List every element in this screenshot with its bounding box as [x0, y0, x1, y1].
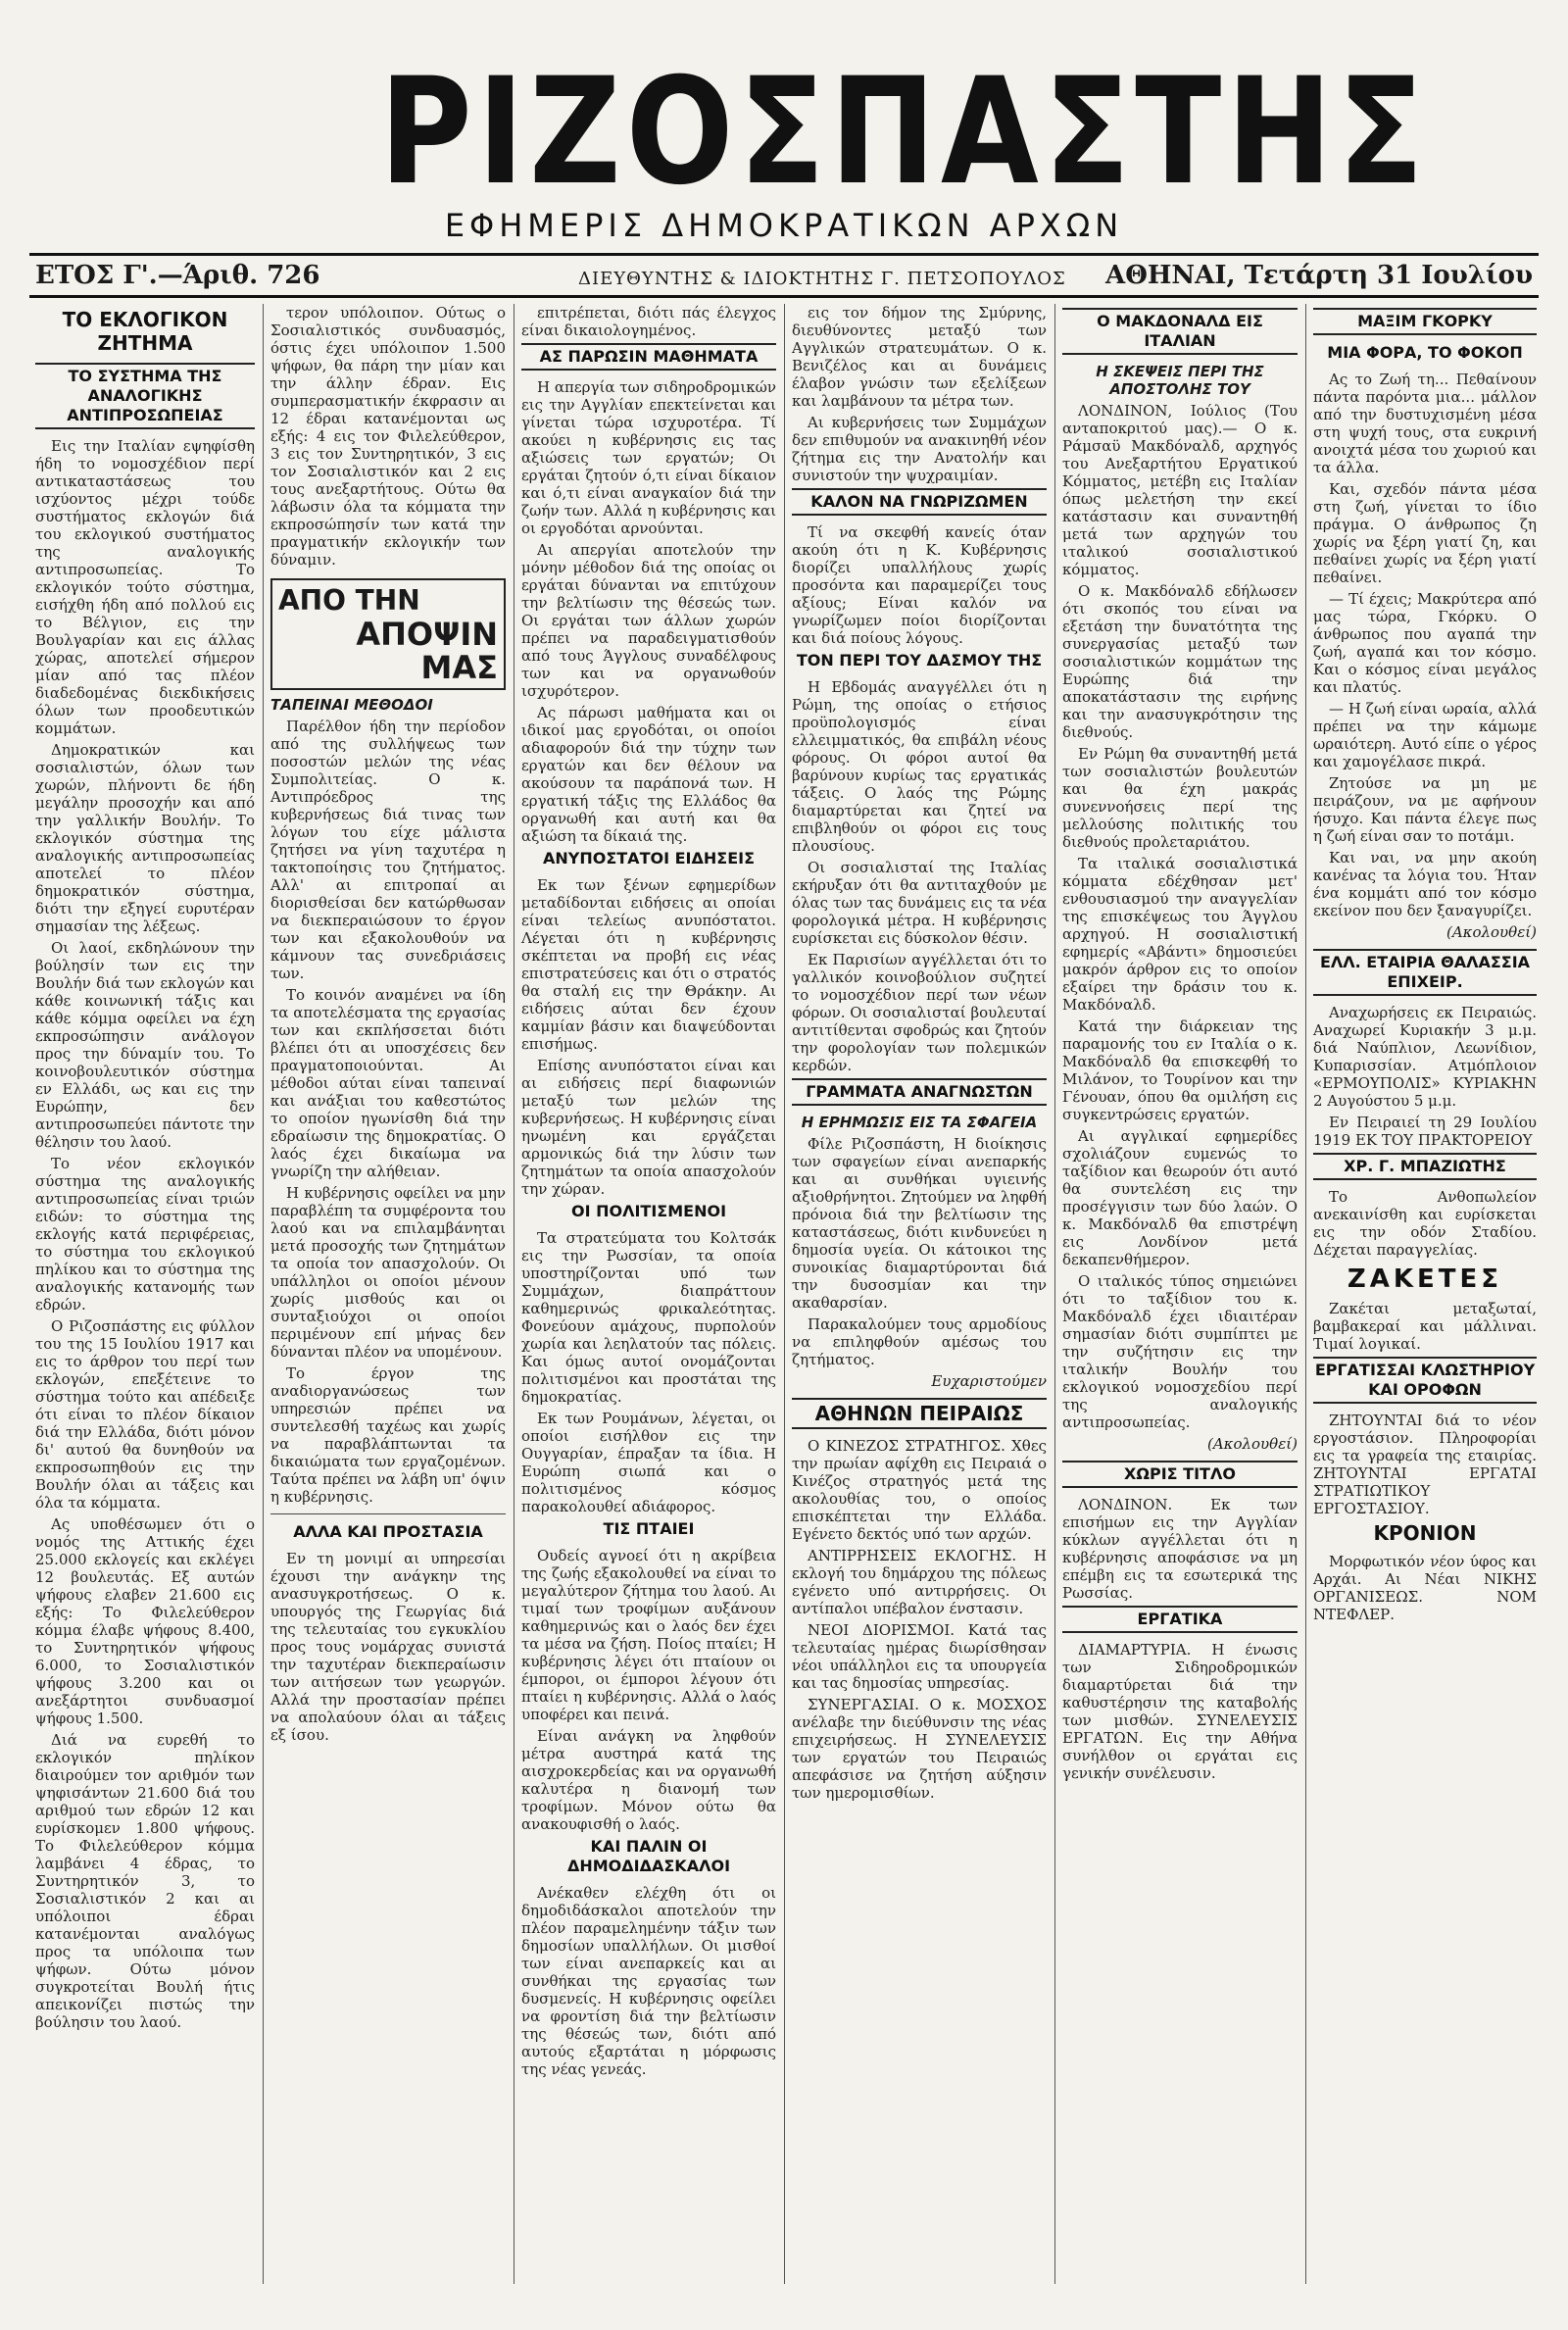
- paragraph: επιτρέπεται, διότι πάς έλεγχος είναι δικαιολογημένος.: [521, 304, 776, 339]
- advertisement-heading: ΚΡΟΝΙΟΝ: [1373, 1521, 1477, 1545]
- paragraph: Αι απεργίαι αποτελούν την μόνην μέθοδον διά της οποίας οι εργάται δύνανται να επιτύχουν την βελτίωσιν της θέσεώς των. Οι εργάται των άλλων χωρών πρέπει να παραδειγματισθούν από τους Άγγλους συναδέλφους των και να οργανωθούν ισχυρότερον.: [521, 541, 776, 700]
- masthead: [0, 39, 1568, 244]
- section-subheading: ΑΛΛΑ ΚΑΙ ΠΡΟΣΤΑΣΙΑ: [293, 1522, 483, 1541]
- advertisement-text: ΖΗΤΟΥΝΤΑΙ διά το νέον εργοστάσιον. Πληροφορίαι εις τα γραφεία της εταιρίας. ΖΗΤΟΥΝΤΑΙ ΕΡΓΑΤΑΙ ΣΤΡΑΤΙΩΤΙΚΟΥ ΕΡΓΟΣΤΑΣΙΟΥ.: [1313, 1412, 1537, 1517]
- column-6: [1307, 304, 1543, 2304]
- paragraph: Κατά την διάρκειαν της παραμονής του εν Ιταλία ο κ. Μακδόναλδ θα επισκεφθή το Μιλάνον, το Τουρίνον και την Γένουαν, όπου θα ομιλήση εις συγκεντρώσεις εργατών.: [1062, 1017, 1298, 1123]
- issue-date: ΑΘΗΝΑΙ, Τετάρτη 31 Ιουλίου: [1105, 261, 1533, 290]
- section-heading: ΜΑΞΙΜ ΓΚΟΡΚΥ: [1313, 308, 1537, 335]
- paragraph: ΑΝΤΙΡΡΗΣΕΙΣ ΕΚΛΟΓΗΣ. Η εκλογή του δημάρχου της πόλεως εγένετο υπό αντιρρήσεις. Οι αντίπαλοι υπέβαλον ένστασιν.: [792, 1547, 1047, 1617]
- editor-line: ΔΙΕΥΘΥΝΤΗΣ & ΙΔΙΟΚΤΗΤΗΣ Γ. ΠΕΤΣΟΠΟΥΛΟΣ: [578, 269, 1066, 289]
- editorial-box-line-2: ΑΠΟΨΙΝ ΜΑΣ: [356, 616, 498, 686]
- paragraph: Η κυβέρνησις οφείλει να μην παραβλέπη τα συμφέροντα του λαού και να επιλαμβάνηται μετά προσοχής των ζητημάτων τα οποία τον απασχολούν. Οι υπάλληλοι οι οποίοι μένουν χωρίς μισθούς και οι συνταξιούχοι οι οποίοι περιμένουν επί μήνας δεν δύνανται πλέον να υπομένουν.: [270, 1184, 506, 1361]
- paragraph: Ανέκαθεν ελέχθη ότι οι δημοδιδάσκαλοι αποτελούν την πλέον παραμελημένην τάξιν των δημοσίων υπαλλήλων. Οι μισθοί των είναι ανεπαρκείς και αι συνθήκαι της εργασίας των δυσμενείς. Η κυβέρνησις οφείλει να φροντίση διά την βελτίωσιν της θέσεώς των, διότι από αυτούς εξαρτάται η μόρφωσις της νέας γενεάς.: [521, 1884, 776, 2078]
- paragraph: Το νέον εκλογικόν σύστημα της αναλογικής αντιπροσωπείας είναι τριών ειδών: το σύστημα της εκλογής κατά περιφέρειας, το σύστημα του εκλογικού πηλίκου και το σύστημα της αναλογικής κατανομής των εδρών.: [35, 1155, 255, 1314]
- paragraph: Δημοκρατικών και σοσιαλιστών, όλων των χωρών, πλήνοντι δε ήδη μεγάλην προσοχήν και από την γαλλικήν Βουλήν. Το εκλογικόν σύστημα της αναλογικής αντιπροσωπείας αποτελεί το πλέον δημοκρατικόν σύστημα, διότι την εξηγεί ευρυτέραν σημασίαν της λέξεως.: [35, 741, 255, 935]
- advertisement-text: Ζακέται μεταξωταί, βαμβακεραί και μάλλιναι. Τιμαί λογικαί.: [1313, 1300, 1537, 1353]
- paragraph: Παρακαλούμεν τους αρμοδίους να επιληφθούν αμέσως του ζητήματος.: [792, 1315, 1047, 1368]
- paragraph: Οι λαοί, εκδηλώνουν την βούλησίν των εις την Βουλήν διά των εκλογών και κάθε κοινωνική τάξις και κάθε κόμμα οφείλει να έχη εκπροσώπησιν ανάλογον προς την δύναμίν του. Το κοινοβουλευτικόν σύστημα εν Ελλάδι, ως και εις την Ευρώπην, δεν αντιπροσωπεύει πάντοτε την θέλησιν του λαού.: [35, 939, 255, 1151]
- paragraph: Εν τη μονιμί αι υπηρεσίαι έχουσι την ανάγκην της ανασυγκροτήσεως. Ο κ. υπουργός της Γεωργίας διά της τελευταίας του εγκυκλίου προς τους νομάρχας συνιστά την ταχυτέραν διεκπεραίωσιν των αιτήσεων των γεωργών. Αλλά την προστασίαν πρέπει να απολαύουν όλαι αι τάξεις εξ ίσου.: [270, 1550, 506, 1744]
- paragraph: Εκ Παρισίων αγγέλλεται ότι το γαλλικόν κοινοβούλιον συζητεί το νομοσχέδιον περί των νέων φόρων. Οι σοσιαλισταί βουλευταί αντιτίθενται σφοδρώς και ζητούν την φορολογίαν των πολεμικών κερδών.: [792, 951, 1047, 1074]
- paragraph: Εκ των Ρουμάνων, λέγεται, οι οποίοι εισήλθον εις την Ουγγαρίαν, έπραξαν τα ίδια. Η Ευρώπη σιωπά και ο πολιτισμένος κόσμος παρακολουθεί αδιάφορος.: [521, 1410, 776, 1515]
- paragraph: Ουδείς αγνοεί ότι η ακρίβεια της ζωής εξακολουθεί να είναι το μεγαλύτερον ζήτημα του λαού. Αι τιμαί των τροφίμων αυξάνουν καθημερινώς και ο λαός δεν έχει τα μέσα να ζήση. Ποίος πταίει; Η κυβέρνησις λέγει ότι πταίουν οι έμποροι, οι έμποροι λέγουν ότι πταίει η κυβέρνησις. Αλλά ο λαός υποφέρει και πεινά.: [521, 1547, 776, 1723]
- paragraph: Και, σχεδόν πάντα μέσα στη ζωή, γίνεται το ίδιο πράγμα. Ο άνθρωπος ζη χωρίς να ξέρη γιατί ζη, και πεθαίνει χωρίς να ξέρη γιατί πεθαίνει.: [1313, 480, 1537, 586]
- section-subheading: ΤΑΠΕΙΝΑΙ ΜΕΘΟΔΟΙ: [270, 696, 433, 714]
- paragraph: — Τί έχεις; Μακρύτερα από μας τώρα, Γκόρκυ. Ο άνθρωπος που αγαπά την ζωή, αγαπά και τον κόσμο. Και ο κόσμος είναι μεγάλος και πλατύς.: [1313, 590, 1537, 696]
- advertisement-text: Μορφωτικόν νέον ύφος και Αρχάι. Αι Νέαι ΝΙΚΗΣ ΟΡΓΑΝΙΣΕΩΣ. ΝΟΜ ΝΤΕΦΛΕΡ.: [1313, 1553, 1537, 1623]
- paragraph: Τί να σκεφθή κανείς όταν ακούη ότι η Κ. Κυβέρνησις διορίζει υπαλλήλους χωρίς προσόντα και παραμερίζει τους αξίους; Είναι καλόν να γνωρίζωμεν ποίοι διορίζονται και διά ποίους λόγους.: [792, 523, 1047, 647]
- paragraph: Οι σοσιαλισταί της Ιταλίας εκήρυξαν ότι θα αντιταχθούν με όλας των τας δυνάμεις εις τα νέα φορολογικά μέτρα. Η κυβέρνησις ευρίσκεται εις δύσκολον θέσιν.: [792, 859, 1047, 947]
- paragraph: Τα ιταλικά σοσιαλιστικά κόμματα εδέχθησαν μετ' ενθουσιασμού την αναγγελίαν της επισκέψεως του Άγγλου αρχηγού. Η σοσιαλιστική εφημερίς «Αβάντι» δημοσιεύει μακρόν άρθρον εις το οποίον εξαίρει την δράσιν του κ. Μακδόναλδ.: [1062, 855, 1298, 1014]
- paragraph: Ο ιταλικός τύπος σημειώνει ότι το ταξίδιον του κ. Μακδόναλδ έχει ιδιαιτέραν σημασίαν διότι συμπίπτει με την συζήτησιν εις την ιταλικήν Βουλήν του εκλογικού νομοσχεδίου περί της αναλογικής αντιπροσωπείας.: [1062, 1272, 1298, 1431]
- paragraph: Ο Ριζοσπάστης εις φύλλον του της 15 Ιουλίου 1917 και εις το άρθρον του περί των εκλογών, επεξέτεινε το σύστημα τούτο και απέδειξε ότι είναι το πλέον δίκαιον διά την Ελλάδα, διότι μόνον δι' αυτού θα δυνηθούν να εκπροσωπηθούν εις την Βουλήν όλαι αι τάξεις και όλα τα κόμματα.: [35, 1317, 255, 1512]
- advertisement-heading: ΧΡ. Γ. ΜΠΑΖΙΩΤΗΣ: [1313, 1153, 1537, 1180]
- column-rule: [1305, 304, 1306, 2284]
- section-heading: Ο ΜΑΚΔΟΝΑΛΔ ΕΙΣ ΙΤΑΛΙΑΝ: [1062, 308, 1298, 355]
- advertisement-heading: ΕΛΛ. ΕΤΑΙΡΙΑ ΘΑΛΑΣΣΙΑ ΕΠΙΧΕΙΡ.: [1313, 949, 1537, 996]
- section-heading: ΓΡΑΜΜΑΤΑ ΑΝΑΓΝΩΣΤΩΝ: [792, 1078, 1047, 1106]
- column-rule: [784, 304, 785, 2284]
- paragraph: ΔΙΑΜΑΡΤΥΡΙΑ. Η ένωσις των Σιδηροδρομικών διαμαρτύρεται διά την καθυστέρησιν της καταβολής των μισθών. ΣΥΝΕΛΕΥΣΙΣ ΕΡΓΑΤΩΝ. Εις την Αθήνα συνήλθον οι εργάται εις γενικήν συνέλευσιν.: [1062, 1641, 1298, 1782]
- paragraph: ΛΟΝΔΙΝΟΝ, Ιούλιος (Του ανταποκριτού μας).— Ο κ. Ράμσαϋ Μακδόναλδ, αρχηγός του Ανεξαρτήτου Εργατικού Κόμματος, μετέβη εις Ιταλίαν όπως μελετήση την εκεί κατάστασιν και συναντηθή μετά των αρχηγών του ιταλικού σοσιαλιστικού κόμματος.: [1062, 402, 1298, 578]
- section-heading: ΟΙ ΠΟΛΙΤΙΣΜΕΝΟΙ: [570, 1202, 727, 1220]
- advertisement-text: Αναχωρήσεις εκ Πειραιώς. Αναχωρεί Κυριακήν 3 μ.μ. διά Ναύπλιον, Λεωνίδιον, Κυπαρισσίαν. Ατμόπλοιον «ΕΡΜΟΥΠΟΛΙΣ» ΚΥΡΙΑΚΗΝ 2 Αυγούστου 5 μ.μ.: [1313, 1004, 1537, 1110]
- section-heading: ΤΙΣ ΠΤΑΙΕΙ: [603, 1519, 695, 1538]
- paragraph: Διά να ευρεθή το εκλογικόν πηλίκον διαιρούμεν τον αριθμόν των ψηφισάντων 21.600 διά του αριθμού των εδρών 12 και ευρίσκομεν 1.800 ψήφους. Το Φιλελεύθερον κόμμα λαμβάνει 4 έδρας, το Συντηρητικόν 3, το Σοσιαλιστικόν 2 και αι υπόλοιποι έδραι κατανέμονται αναλόγως προς τα υπόλοιπα των ψήφων. Ούτω μόνον συγκροτείται Βουλή ήτις απεικονίζει πιστώς την βούλησιν του λαού.: [35, 1731, 255, 2031]
- dateline: [29, 253, 1539, 298]
- paragraph: Ας πάρωσι μαθήματα και οι ιδικοί μας εργοδόται, οι οποίοι αδιαφορούν διά την τύχην των εργατών και δεν θέλουν να ακούσουν τα παράπονά των. Η εργατική τάξις της Ελλάδος θα οργανωθή και αυτή και θα αξιώση τα δίκαιά της.: [521, 704, 776, 845]
- paragraph: Ας το Ζωή τη... Πεθαίνουν πάντα παρόντα μια... μάλλον από την δυστυχισμένη μέσα στη ψυχή τους, στα ευκρινή ανοιχτά μέσα του χωριού και τα άλλα.: [1313, 371, 1537, 476]
- paragraph: Η Εβδομάς αναγγέλλει ότι η Ρώμη, της οποίας ο ετήσιος προϋπολογισμός είναι ελλειμματικός, θα επιβάλη νέους φόρους. Οι φόροι αυτοί θα βαρύνουν κυρίως τας εργατικάς τάξεις. Ο λαός της Ρώμης διαμαρτύρεται και ζητεί να επιβληθούν οι φόροι εις τους πλουσίους.: [792, 678, 1047, 855]
- advertisement-text: Το Ανθοπωλείον ανεκαινίσθη και ευρίσκεται εις την οδόν Σταδίου. Δέχεται παραγγελίας.: [1313, 1188, 1537, 1259]
- section-heading: ΧΩΡΙΣ ΤΙΤΛΟ: [1062, 1461, 1298, 1488]
- section-subheading: Η ΣΚΕΨΕΙΣ ΠΕΡΙ ΤΗΣ ΑΠΟΣΤΟΛΗΣ ΤΟΥ: [1096, 363, 1264, 398]
- issue-number: ΕΤΟΣ Γ'.—Άριθ. 726: [35, 261, 320, 290]
- section-heading: ΚΑΛΟΝ ΝΑ ΓΝΩΡΙΖΩΜΕΝ: [792, 488, 1047, 516]
- paragraph: ΛΟΝΔΙΝΟΝ. Εκ των επισήμων εις την Αγγλίαν κύκλων αγγέλλεται ότι η κυβέρνησις αποφάσισε να μη επέμβη εις τα εσωτερικά της Ρωσσίας.: [1062, 1496, 1298, 1602]
- section-subheading: ΜΙΑ ΦΟΡΑ, ΤΟ ΦΟΚΟΠ: [1327, 343, 1523, 362]
- section-heading: ΤΟΝ ΠΕΡΙ ΤΟΥ ΔΑΣΜΟΥ ΤΗΣ: [796, 651, 1043, 669]
- signature: (Ακολουθεί): [1206, 1435, 1298, 1453]
- paragraph: Φίλε Ριζοσπάστη, Η διοίκησις των σφαγείων είναι ανεπαρκής και αι συνθήκαι υγιεινής αξιοθρήνητοι. Ζητούμεν να ληφθή πρόνοια διά την βελτίωσιν της καταστάσεως, διότι κινδυνεύει η δημοσία υγεία. Οι κάτοικοι της συνοικίας διαμαρτύρονται διά την δυσοσμίαν και την ακαθαρσίαν.: [792, 1135, 1047, 1312]
- article-subheadline: ΤΟ ΣΥΣΤΗΜΑ ΤΗΣ ΑΝΑΛΟΓΙΚΗΣ ΑΝΤΙΠΡΟΣΩΠΕΙΑΣ: [35, 363, 255, 429]
- paragraph: Εν Ρώμη θα συναντηθή μετά των σοσιαλιστών βουλευτών και θα έχη μακράς συνεννοήσεις περί της μελλούσης πολιτικής του διεθνούς προλεταριάτου.: [1062, 745, 1298, 851]
- column-rule: [263, 304, 264, 2284]
- paragraph: Και ναι, να μην ακούη κανένας τα λόγια του. Ήταν ένα κομμάτι από τον κόσμο εκείνον που δεν ξαναγυρίζει.: [1313, 849, 1537, 919]
- paragraph: Το κοινόν αναμένει να ίδη τα αποτελέσματα της εργασίας των και εκπλήσσεται διότι βλέπει ότι αι υποσχέσεις δεν πραγματοποιούνται. Αι μέθοδοι αύται είναι ταπειναί και ανάξιαι του καθεστώτος το οποίον ηγωνίσθη διά την εδραίωσιν της δημοκρατίας. Ο λαός έχει δικαίωμα να γνωρίζη την αλήθειαν.: [270, 986, 506, 1180]
- paragraph: τερον υπόλοιπον. Ούτως ο Σοσιαλιστικός συνδυασμός, όστις έχει υπόλοιπον 1.500 ψήφων, θα πάρη την μίαν και την άλλην έδραν. Εις συμπερασματικήν έκφρασιν αι 12 έδραι κατανέμονται ως εξής: 4 εις τον Φιλελεύθερον, 3 εις τον Συντηρητικόν, 3 εις τον Σοσιαλιστικόν και 2 εις τους ανεξαρτήτους. Ούτω θα λάβωσιν όλα τα κόμματα την εκπροσώπησίν των κατά την πραγματικήν εκλογικήν των δύναμιν.: [270, 304, 506, 569]
- paragraph: Ο κ. Μακδόναλδ εδήλωσεν ότι σκοπός του είναι να εξετάση την δυνατότητα της συνεργασίας μεταξύ των σοσιαλιστικών κομμάτων της Ευρώπης διά την αποκατάστασιν της ειρήνης και την ανασυγκρότησιν της διεθνούς.: [1062, 582, 1298, 741]
- paragraph: Αι αγγλικαί εφημερίδες σχολιάζουν ευμενώς το ταξίδιον και θεωρούν ότι αυτό θα συντελέση εις την προσέγγισιν των δύο λαών. Ο κ. Μακδόναλδ θα επιστρέψη εις Λονδίνον μετά δεκαπενθήμερον.: [1062, 1127, 1298, 1268]
- newspaper-title: ΡΙΖΟΣΠΑΣΤΗΣ: [379, 47, 1429, 218]
- section-subheading: Η ΕΡΗΜΩΣΙΣ ΕΙΣ ΤΑ ΣΦΑΓΕΙΑ: [801, 1114, 1038, 1131]
- paragraph: Ας υποθέσωμεν ότι ο νομός της Αττικής έχει 25.000 εκλογείς και εκλέγει 12 βουλευτάς. Εξ αυτών ψήφους ελαβεν 21.600 εις εξής: Το Φιλελεύθερον κόμμα έλαβε ψήφους 8.400, το Συντηρητικόν ψήφους 6.000, το Σοσιαλιστικόν ψήφους 3.200 και οι ανεξάρτητοι συνδυασμοί ψήφους 1.500.: [35, 1515, 255, 1727]
- advertisement-heading: ΕΡΓΑΤΙΣΣΑΙ ΚΛΩΣΤΗΡΙΟΥ ΚΑΙ ΟΡΟΦΩΝ: [1313, 1357, 1537, 1404]
- signature: Ευχαριστούμεν: [931, 1372, 1047, 1390]
- paragraph: ΝΕΟΙ ΔΙΟΡΙΣΜΟΙ. Κατά τας τελευταίας ημέρας διωρίσθησαν νέοι υπάλληλοι εις τα υπουργεία και τας δημοσίας υπηρεσίας.: [792, 1621, 1047, 1692]
- advertisement-text: Εν Πειραιεί τη 29 Ιουλίου 1919 ΕΚ ΤΟΥ ΠΡΑΚΤΟΡΕΙΟΥ: [1313, 1114, 1537, 1149]
- paragraph: ΣΥΝΕΡΓΑΣΙΑΙ. Ο κ. ΜΟΣΧΟΣ ανέλαβε την διεύθυνσιν της νέας επιχειρήσεως. Η ΣΥΝΕΛΕΥΣΙΣ των εργατών του Πειραιώς απεφάσισε να ζητήση αύξησιν των ημερομισθίων.: [792, 1696, 1047, 1802]
- section-heading: ΑΘΗΝΩΝ ΠΕΙΡΑΙΩΣ: [792, 1398, 1047, 1429]
- paragraph: Η απεργία των σιδηροδρομικών εις την Αγγλίαν επεκτείνεται και γίνεται τώρα ισχυροτέρα. Τί ακούει η κυβέρνησις εις τας αξιώσεις των εργατών; Οι εργάται ζητούν ό,τι είναι δίκαιον και ό,τι είναι αναγκαίον διά την ζωήν των. Αλλά η κυβέρνησις και οι εργοδόται αρνούνται.: [521, 378, 776, 537]
- editorial-box-line-1: ΑΠΟ ΤΗΝ: [278, 584, 420, 617]
- section-heading: ΑΣ ΠΑΡΩΣΙΝ ΜΑΘΗΜΑΤΑ: [521, 343, 776, 371]
- advertisement-heading: ΖΑΚΕΤΕΣ: [1347, 1264, 1503, 1294]
- column-3: [515, 304, 782, 2304]
- column-1: [29, 304, 261, 2304]
- section-heading: ΚΑΙ ΠΑΛΙΝ ΟΙ ΔΗΜΟΔΙΔΑΣΚΑΛΟΙ: [566, 1837, 731, 1875]
- paragraph: Επίσης ανυπόστατοι είναι και αι ειδήσεις περί διαφωνιών μεταξύ των μελών της κυβερνήσεως. Η κυβέρνησις είναι ηνωμένη και εργάζεται αρμονικώς διά την λύσιν των ζητημάτων τα οποία απασχολούν την χώραν.: [521, 1057, 776, 1198]
- paragraph: — Η ζωή είναι ωραία, αλλά πρέπει να την κάμωμε ωραιότερη. Αυτό είπε ο γέρος και χαμογέλασε πικρά.: [1313, 700, 1537, 770]
- column-rule: [1054, 304, 1055, 2284]
- signature: (Ακολουθεί): [1446, 923, 1537, 941]
- newspaper-subtitle: ΕΦΗΜΕΡΙΣ ΔΗΜΟΚΡΑΤΙΚΩΝ ΑΡΧΩΝ: [444, 207, 1124, 244]
- paragraph: Είναι ανάγκη να ληφθούν μέτρα αυστηρά κατά της αισχροκερδείας και να οργανωθή καλυτέρα η διανομή των τροφίμων. Μόνον ούτω θα ανακουφισθή ο λαός.: [521, 1727, 776, 1833]
- column-2: [265, 304, 512, 2304]
- column-4: [786, 304, 1053, 2304]
- paragraph: Εις την Ιταλίαν εψηφίσθη ήδη το νομοσχέδιον περί αντικαταστάσεως του ισχύοντος μέχρι τούδε συστήματος εκλογών διά του εκλογικού συστήματος της αναλογικής αντιπροσωπείας. Το εκλογικόν τούτο σύστημα, εισήχθη ήδη από πολλού εις το Βέλγιον, εις την Βουλγαρίαν και εις άλλας χώρας, αποτελεί σήμερον μίαν από τας πλέον διαδεδομένας διεκδικήσεις όλων των προοδευτικών κομμάτων.: [35, 437, 255, 737]
- paragraph: Τα στρατεύματα του Κολτσάκ εις την Ρωσσίαν, τα οποία υποστηρίζονται υπό των Συμμάχων, διαπράττουν καθημερινώς φρικαλεότητας. Φονεύουν αμάχους, πυρπολούν χωρία και λεηλατούν τας πόλεις. Και όμως αυτοί ονομάζονται πολιτισμένοι και προστάται της δημοκρατίας.: [521, 1229, 776, 1406]
- paragraph: Το έργον της αναδιοργανώσεως των υπηρεσιών πρέπει να συντελεσθή ταχέως και χωρίς να παραβλάπτωνται τα δικαιώματα των εργαζομένων. Ταύτα πρέπει να λάβη υπ' όψιν η κυβέρνησις.: [270, 1364, 506, 1506]
- paragraph: εις τον δήμον της Σμύρνης, διευθύνοντες μεταξύ των Αγγλικών στρατευμάτων. Ο κ. Βενιζέλος και αι δυνάμεις έλαβον γνώσιν των εξελίξεων και λαμβάνουν τα μέτρα των.: [792, 304, 1047, 410]
- paragraph: Ζητούσε να μη με πειράζουν, να με αφήνουν ήσυχο. Και πάντα έλεγε πως η ζωή είναι σαν το ποτάμι.: [1313, 774, 1537, 845]
- section-heading: ΕΡΓΑΤΙΚΑ: [1062, 1606, 1298, 1633]
- paragraph: Εκ των ξένων εφημερίδων μεταδίδονται ειδήσεις αι οποίαι είναι τελείως ανυπόστατοι. Λέγεται ότι η κυβέρνησις σκέπτεται να προβή εις νέας επιστρατεύσεις και ότι ο στρατός θα σταλή εις την Θράκην. Αι ειδήσεις αύται δεν έχουν καμμίαν βάσιν και διαψεύδονται επισήμως.: [521, 876, 776, 1053]
- editorial-box: [270, 578, 506, 690]
- paragraph: Ο ΚΙΝΕΖΟΣ ΣΤΡΑΤΗΓΟΣ. Χθες την πρωίαν αφίχθη εις Πειραιά ο Κινέζος στρατηγός μετά της ακολουθίας του, ο οποίος επισκέπτεται την Ελλάδα. Εγένετο δεκτός υπό των αρχών.: [792, 1437, 1047, 1543]
- paragraph: Αι κυβερνήσεις των Συμμάχων δεν επιθυμούν να ανακινηθή νέον ζήτημα εις την Ανατολήν και συνιστούν την ψυχραιμίαν.: [792, 414, 1047, 484]
- divider: [270, 1513, 506, 1514]
- column-5: [1056, 304, 1303, 2304]
- paragraph: Παρέλθον ήδη την περίοδον από της συλλήψεως των ποσοστών μελών της νέας Συμπολιτείας. Ο κ. Αντιπρόεδρος της κυβερνήσεως διά τινας των λόγων του είχε μάλιστα ζητήσει να γίνη ταχυτέρα η τακτοποίησις του ζητήματος. Αλλ' αι επιτροπαί αι διορισθείσαι δεν κατώρθωσαν να διεκπεραιώσουν το έργον των και εξακολουθούν να κάμνουν τας συνεδριάσεις των.: [270, 718, 506, 982]
- section-heading: ΑΝΥΠΟΣΤΑΤΟΙ ΕΙΔΗΣΕΙΣ: [542, 849, 755, 868]
- article-headline: ΤΟ ΕΚΛΟΓΙΚΟΝ ΖΗΤΗΜΑ: [62, 308, 228, 355]
